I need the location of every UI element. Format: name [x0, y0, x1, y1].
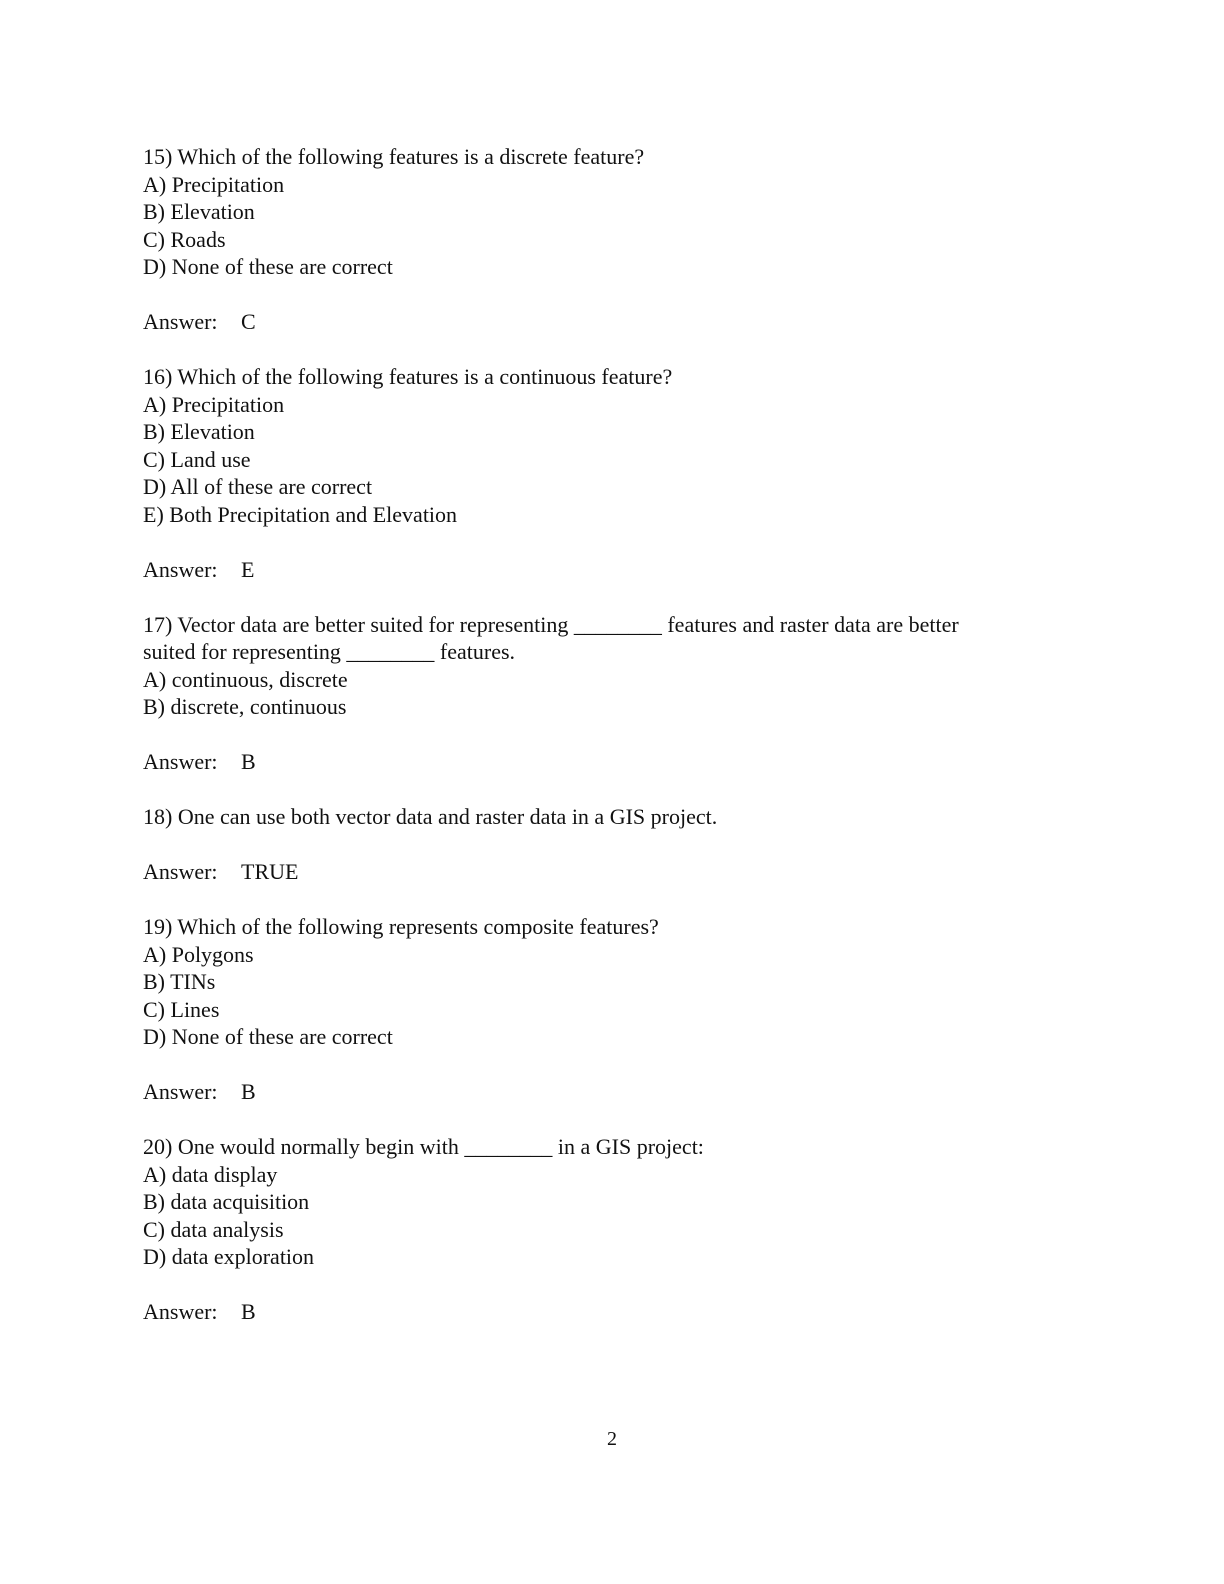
option-b: B) TINs	[143, 969, 216, 994]
question-stem: 17) Vector data are better suited for representing ________ features and raster data are better	[143, 611, 959, 637]
option-e: E) Both Precipitation and Elevation	[143, 501, 458, 527]
answer-line	[143, 556, 1043, 584]
option-c: C) data analysis	[143, 1216, 284, 1242]
answer-line	[143, 748, 1043, 776]
question-stem-continued: suited for representing ________ features.	[143, 639, 516, 664]
question-stem: 15) Which of the following features is a discrete feature?	[143, 144, 645, 169]
answer-label: Answer:	[143, 556, 218, 582]
question-stem: 18) One can use both vector data and raster data in a GIS project.	[143, 804, 718, 829]
option-a: A) continuous, discrete	[143, 666, 348, 692]
question-16	[143, 363, 1043, 583]
option-b: B) data acquisition	[143, 1189, 310, 1214]
option-c: C) Roads	[143, 226, 226, 252]
question-18	[143, 803, 1043, 886]
option-b: B) discrete, continuous	[143, 694, 347, 719]
answer-label: Answer:	[143, 1079, 218, 1104]
option-b: B) Elevation	[143, 199, 255, 224]
question-20	[143, 1133, 1043, 1326]
option-c: C) Land use	[143, 446, 251, 472]
answer-line	[143, 1078, 1043, 1106]
option-a: A) Precipitation	[143, 391, 285, 417]
option-a: A) data display	[143, 1161, 278, 1187]
option-d: D) data exploration	[143, 1244, 315, 1269]
question-17	[143, 611, 1043, 776]
page-number: 2	[607, 1428, 617, 1450]
question-stem: 20) One would normally begin with ________ in a GIS project:	[143, 1134, 704, 1159]
option-d: D) All of these are correct	[143, 474, 373, 499]
answer-value: E	[241, 556, 255, 582]
question-19	[143, 913, 1043, 1106]
option-b: B) Elevation	[143, 419, 255, 444]
option-a: A) Polygons	[143, 941, 254, 967]
answer-label: Answer:	[143, 309, 218, 334]
answer-label: Answer:	[143, 1299, 218, 1324]
answer-value: B	[241, 1079, 256, 1104]
question-stem: 16) Which of the following features is a continuous feature?	[143, 364, 673, 389]
document-page	[143, 143, 1043, 1353]
option-a: A) Precipitation	[143, 171, 285, 197]
option-c: C) Lines	[143, 996, 220, 1022]
answer-label: Answer:	[143, 749, 218, 774]
option-d: D) None of these are correct	[143, 254, 393, 279]
answer-label: Answer:	[143, 859, 218, 884]
answer-value: TRUE	[241, 859, 299, 884]
option-d: D) None of these are correct	[143, 1024, 393, 1049]
answer-line	[143, 858, 1043, 886]
answer-line	[143, 1298, 1043, 1326]
answer-value: C	[241, 309, 256, 334]
answer-line	[143, 308, 1043, 336]
answer-value: B	[241, 749, 256, 774]
answer-value: B	[241, 1299, 256, 1324]
question-15	[143, 143, 1043, 336]
question-stem: 19) Which of the following represents composite features?	[143, 914, 659, 939]
